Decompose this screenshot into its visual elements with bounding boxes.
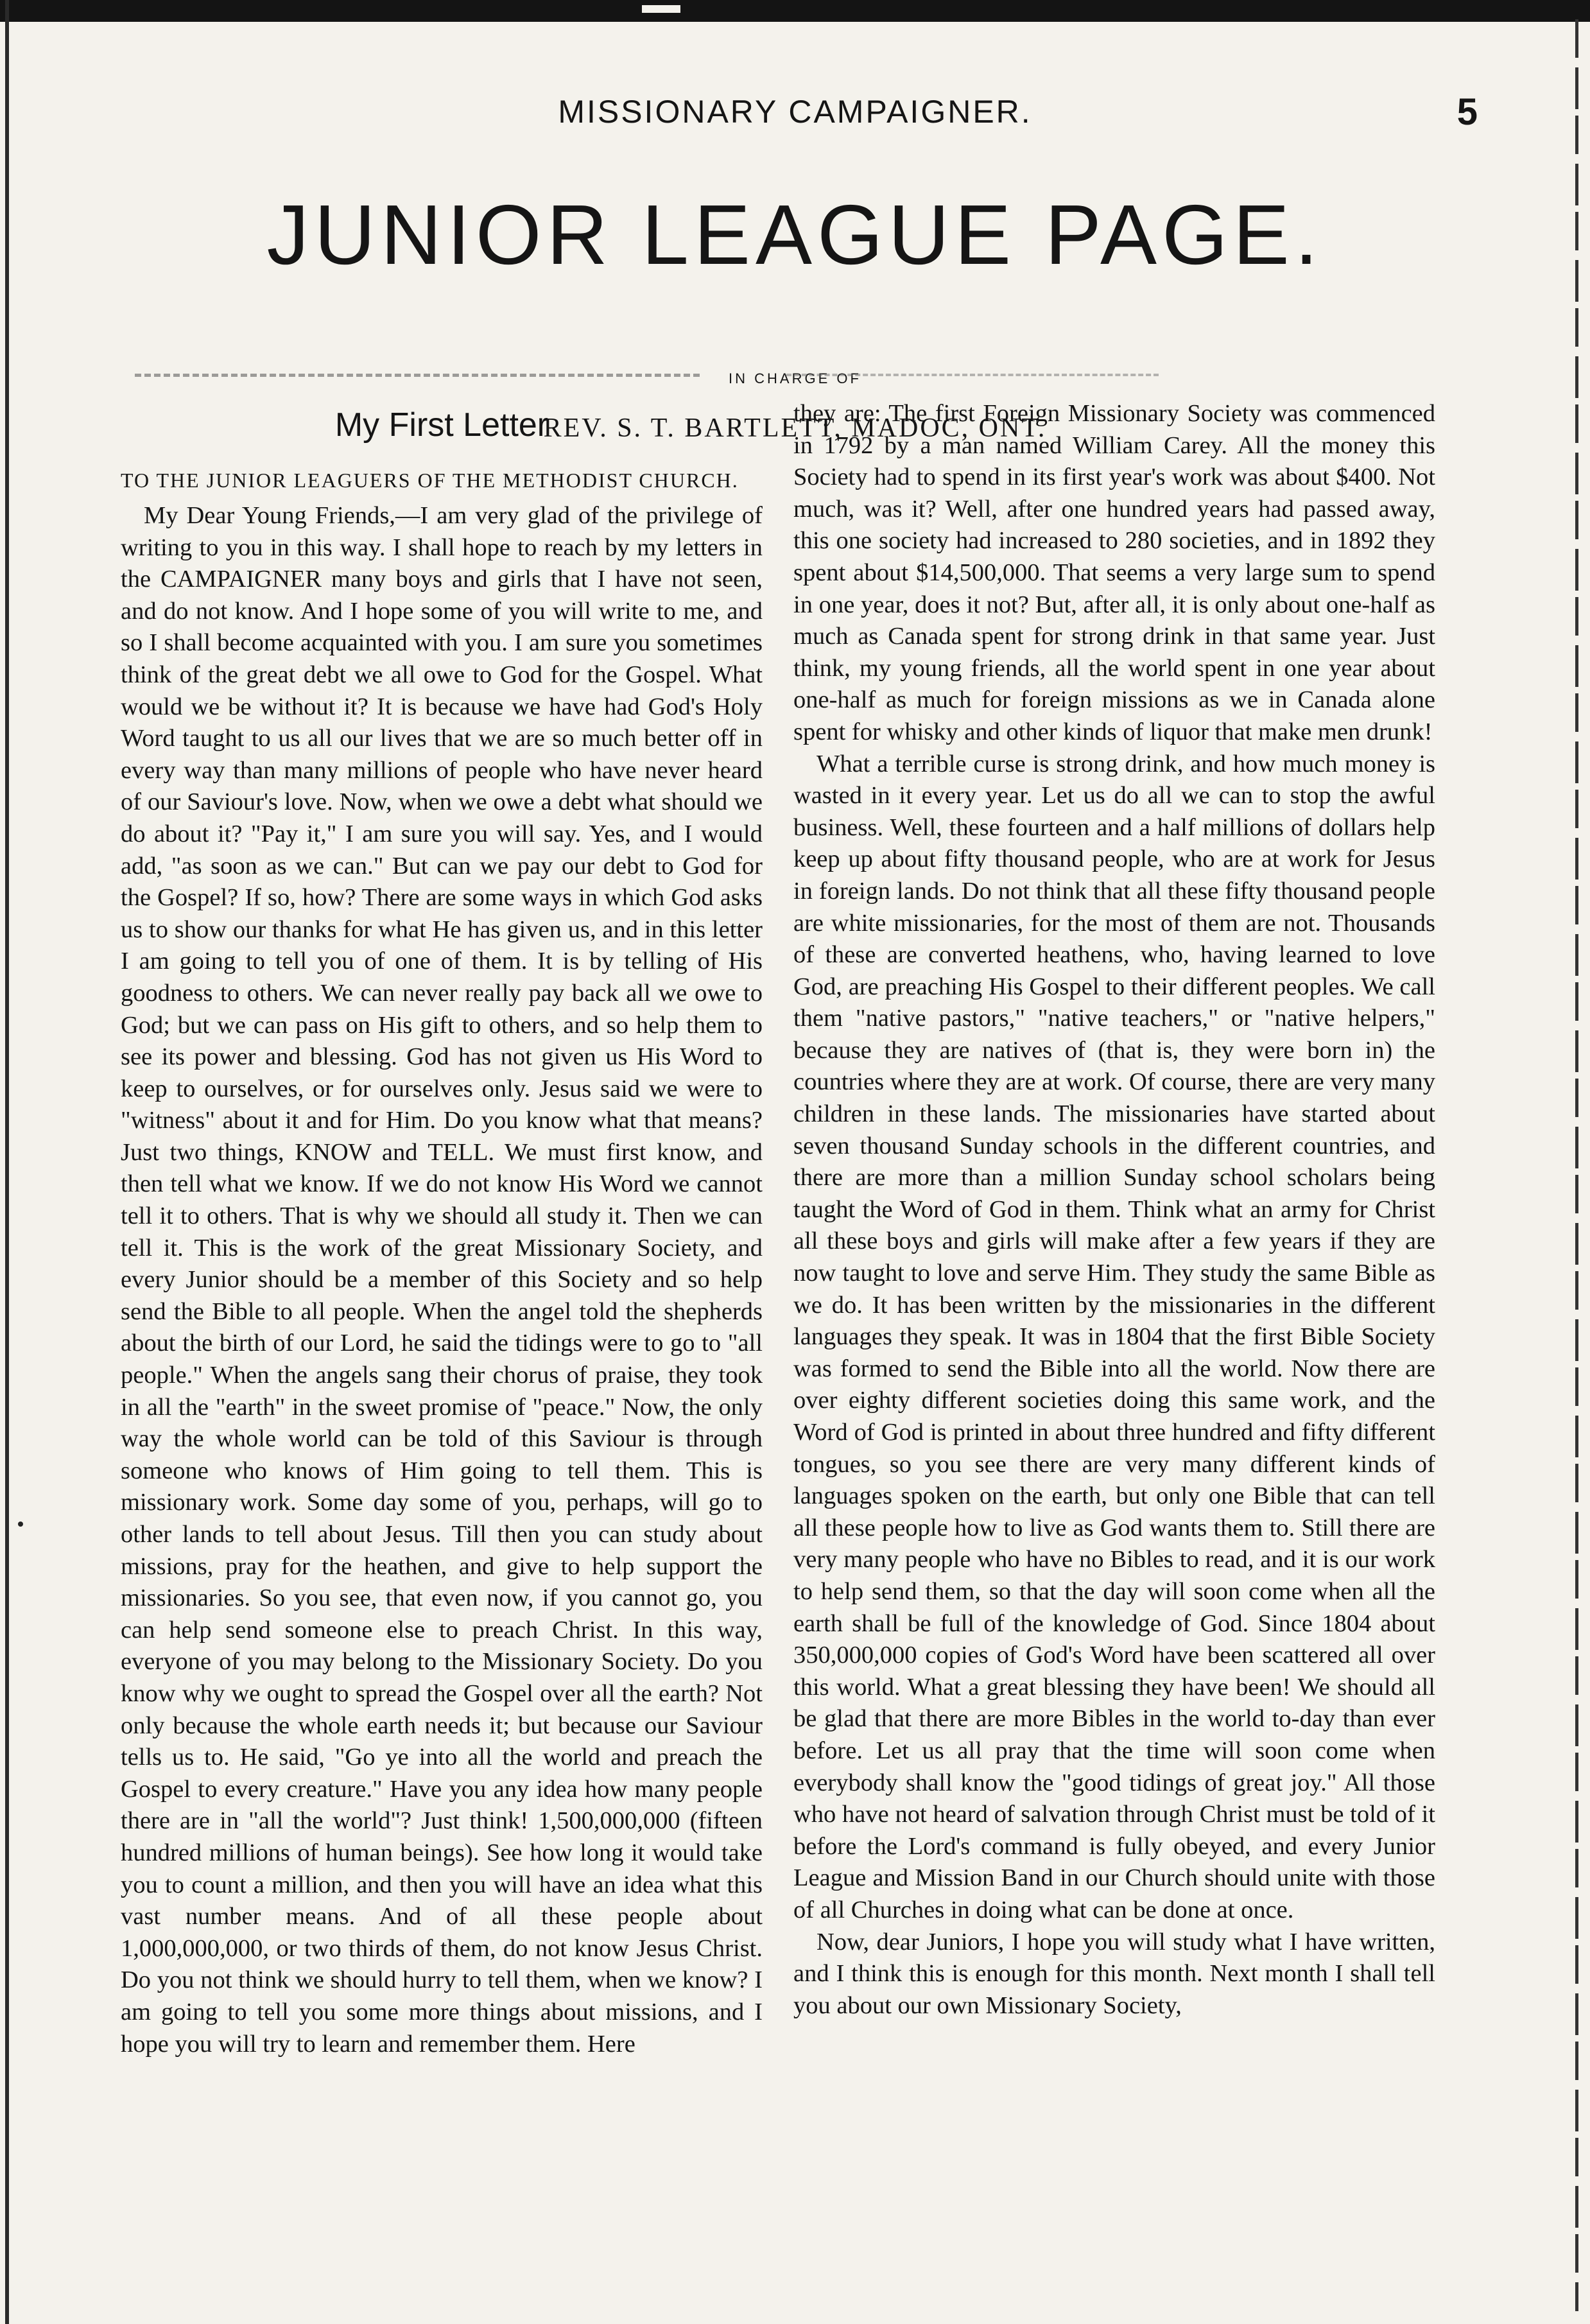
section-title: JUNIOR LEAGUE PAGE. xyxy=(266,187,1324,282)
article-paragraph: they are: The first Foreign Missionary Society was commenced in 1792 by a man named William Carey. All the money this Society had to spend in its first year's work was about $400. Not much, was it? Well, after one hundred years had passed away, this one society had increased to 280 societies, and in 1892 they spent about $14,500,000. That seems a very large sum to spend in one year, does it not? But, after all, it is only about one-half as much as Canada spent for strong drink in that same year. Just think, my young friends, all the world spent in one year about one-half as much for foreign missions as we in Canada alone spent for whisky and other kinds of liquor that make men drunk! xyxy=(793,400,1435,745)
right-column xyxy=(793,398,1435,2022)
charge-label: IN CHARGE OF xyxy=(729,370,861,386)
article-paragraph: What a terrible curse is strong drink, and how much money is wasted in it every year. Let us do all we can to stop the awful business. Well, these fourteen and a half millions of dollars help keep up about fifty thousand people, who are at work for Jesus in foreign lands. Do not think that all these fifty thousand people are white missionaries, for the most of them are not. Thousands of these are converted heathens, who, having learned to love God, are preaching His Gospel to their different peoples. We call them "native pastors," "native teachers," or "native helpers," because they are natives of (that is, they were born in) the countries where they are at work. Of course, there are very many children in these lands. The missionaries have started about seven thousand Sunday schools in the different countries, and there are more than a million Sunday school scholars being taught the Word of God in them. Think what an army for Christ all these boys and girls will make after a few years if they are now taught to love and serve Him. They study the same Bible as we do. It has been written by the missionaries in the different languages they speak. It was in 1804 that the first Bible Society was formed to send the Bible into all the world. Now there are over eighty different societies doing this same work, and the Word of God is printed in about three hundred and fifty different tongues, so you see there are very many different kinds of languages spoken on the earth, but only one Bible that can tell all these people how to live as God wants them to. Still there are very many people who have no Bibles to read, and it is our work to help send them, so that the day will soon come when all the earth shall be full of the knowledge of God. Since 1804 about 350,000,000 copies of God's Word have been scattered all over this world. What a great blessing they have been! We should all be glad that there are more Bibles in the world to-day than ever before. Let us all pray that the time will soon come when everybody shall know the "good tidings of great joy." All those who have not heard of salvation through Christ must be told of it before the Lord's command is fully obeyed, and every Junior League and Mission Band in our Church should unite with those of all Churches in doing what can be done at once. xyxy=(793,750,1435,1923)
editor-credit: REV. S. T. BARTLETT, MADOC, ONT. xyxy=(543,413,1047,443)
article-paragraph: My Dear Young Friends,—I am very glad of the privilege of writing to you in this way. I shall hope to reach by my letters in the CAMPAIGNER many boys and girls that I have not seen, and do not know. And I hope some of you will write to me, and so I shall become acquainted with you. I am sure you sometimes think of the great debt we all owe to God for the Gospel. What would we be without it? It is because we have had God's Holy Word taught to us all our lives that we are so much better off in every way than many millions of people who have never heard of our Saviour's love. Now, when we owe a debt what should we do about it? "Pay it," I am sure you will say. Yes, and I would add, "as soon as we can." But can we pay our debt to God for the Gospel? If so, how? There are some ways in which God asks us to show our thanks for what He has given us, and in this letter I am going to tell you of one of them. It is by telling of His goodness to others. We can never really pay back all we owe to God; but we can pass on His gift to others, and so help them to see its power and blessing. God has not given us His Word to keep to ourselves, or for ourselves only. Jesus said we were to "witness" about it and for Him. Do you know what that means? Just two things, KNOW and TELL. We must first know, and then tell what we know. If we do not know His Word we cannot tell it to others. That is why we should all study it. Then we can tell it. This is the work of the great Missionary Society, and every Junior should be a member of this Society and so help send the Bible to all people. When the angel told the shepherds about the birth of our Lord, he said the tidings were to go to "all people." When the angels sang their chorus of praise, they took in all the "earth" in the sweet promise of "peace." Now, the only way the whole world can be told of this Saviour is through someone who knows of Him going to tell them. This is missionary work. Some day some of you, perhaps, will go to other lands to tell about Jesus. Till then you can study about missions, pray for the heathen, and give to help support the missionaries. So you see, that even now, if you cannot go, you can help send someone else to preach Christ. In this way, everyone of you may belong to the Missionary Society. Do you know why we ought to spread the Gospel over all the earth? Not only because the whole earth needs it; but because our Saviour tells us to. He said, "Go ye into all the world and preach the Gospel to every creature." Have you any idea how many people there are in "all the world"? Just think! 1,500,000,000 (fifteen hundred millions of human beings). See how long it would take you to count a million, and then you will have an idea what this vast number means. And of all these people about 1,000,000,000, or two thirds of them, do not know Jesus Christ. Do you not think we should hurry to tell them, when we know? I am going to tell you some more things about missions, and I hope you will try to learn and remember them. Here xyxy=(121,502,763,2058)
page-right-edge xyxy=(1575,19,1578,2311)
article-title: My First Letter xyxy=(334,406,549,444)
page-number: 5 xyxy=(1456,91,1478,133)
left-column xyxy=(121,398,763,2060)
salutation: TO THE JUNIOR LEAGUERS OF THE METHODIST CHURCH. xyxy=(121,469,739,492)
page-left-edge xyxy=(5,0,9,2324)
running-title: MISSIONARY CAMPAIGNER. xyxy=(558,94,1032,130)
header-divider-right xyxy=(786,374,1159,376)
header-divider-left xyxy=(135,374,700,377)
article-paragraph: Now, dear Juniors, I hope you will study what I have written, and I think this is enough for this month. Next month I shall tell you about our own Missionary Society, xyxy=(793,1928,1435,2019)
margin-mark xyxy=(18,1522,23,1527)
page-top-edge xyxy=(0,0,1590,22)
